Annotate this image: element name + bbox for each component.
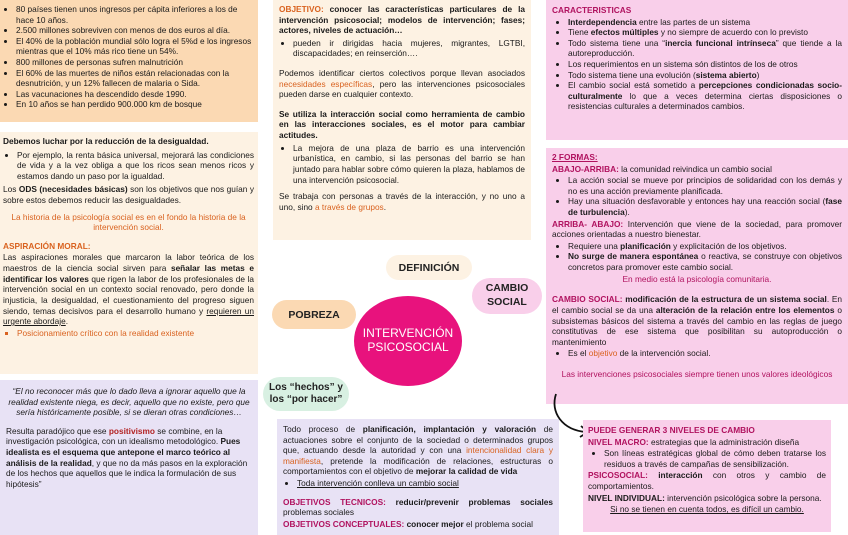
list-item: • 800 millones de personas sufren malnutrición: [16, 57, 252, 68]
list-item: • Son líneas estratégicas global de cómo deben tratarse los residuos a través de campañas de sensibilización.: [604, 448, 826, 469]
niveles-box: [583, 420, 831, 532]
quote-paragraph: Resulta paradójico que ese positivismo se combine, en la investigación psicológica, con un idealismo metodológico. Pues idealista es el esquema que antepone el marco teórico al análisis de la realidad, y que no da más pasos en la exploración de los hechos que aquellos que le indica la formulación de sus hipótesis”: [6, 425, 248, 489]
list-item: ▪ Posicionamiento crítico con la realidad existente: [17, 328, 254, 339]
list-item: • 2.500 millones sobreviven con menos de dos euros al día.: [16, 25, 252, 36]
desigualdad-box: [0, 132, 258, 374]
historia-text: La historia de la psicología social es en el fondo la historia de la intervención social.: [11, 211, 246, 233]
caracteristicas-box: [546, 0, 848, 140]
valores-text: Las intervenciones psicosociales siempre tienen unos valores ideológicos: [561, 368, 833, 379]
quote-box: [0, 380, 258, 535]
list-item: • Es el objetivo de la intervención social.: [568, 348, 842, 359]
list-item: • Las vacunaciones ha descendido desde 1990.: [16, 89, 252, 100]
objetivos-conceptuales: OBJETIVOS CONCEPTUALES: conocer mejor el problema social: [283, 518, 533, 529]
abajo-arriba: ABAJO-ARRIBA: la comunidad reivindica un cambio social: [552, 163, 772, 174]
stats-box: [0, 0, 258, 122]
list-item: • En 10 años se han perdido 900.000 km de bosque: [16, 99, 252, 110]
list-item: • pueden ir dirigidas hacia mujeres, migrantes, LGTBI, discapacidades; en reinserción….: [293, 38, 525, 59]
aspiracion-heading: ASPIRACIÓN MORAL:: [3, 240, 91, 251]
aspiracion-text: Las aspiraciones morales que marcaron la labor teórica de los maestros de la ciencia social sirven para señalar las metas e identificar los valores que rigen la labor de los profesionales de la intervención social en un contexto social renovado, pero donde la injusticia, la desigualdad, el cuestionamiento del progreso siguen siendo, temas decisivos para el desarrollo humano y requieren un urgente abordaje.: [3, 252, 255, 327]
proceso-box: [277, 419, 559, 535]
proceso-text: Todo proceso de planificación, implantación y valoración de actuaciones sobre el conjunto de la sociedad o determinados grupos que, actuando desde la autoridad y con una intencionalidad clara y manifiesta, pretende la modificación de relaciones, estructuras o comportamientos con el objetivo de mejorar la calidad de vida: [283, 424, 553, 477]
list-item: • Tiene efectos múltiples y no siempre de acuerdo con lo previsto: [568, 27, 842, 38]
list-item: • Por ejemplo, la renta básica universal, mejorará las condiciones de vida y a la vez obliga a que los ricos sean menos ricos y estamos dando un paso por la igualdad.: [17, 150, 254, 182]
list-item: • La mejora de una plaza de barrio es una intervención urbanística, en cambio, si las personas del barrio se han juntado para hablar sobre cómo quieren la plaza, hablamos de una intervención psicosocial.: [293, 143, 525, 185]
quote-text: “El no reconocer más que lo dado lleva a ignorar aquello que la realidad existente niega, es decir, aquello que no existe, pero que sería históricamente posible, si se dieran otras condiciones…: [8, 386, 250, 418]
list-item: • El cambio social está sometido a percepciones condicionadas socio-culturalmente lo que a veces determina ciertas disposiciones o resistencias culturales a determinados cambios.: [568, 80, 842, 112]
stats-list: [4, 4, 252, 110]
formas-box: [546, 148, 848, 404]
hechos-label: Los “hechos” y los “por hacer”: [263, 377, 349, 411]
caracteristicas-heading: CARACTERISTICAS: [552, 5, 632, 15]
list-item: • Todo sistema tiene una evolución (sistema abierto): [568, 70, 842, 81]
desigualdad-heading: Debemos luchar por la reducción de la desigualdad.: [3, 136, 209, 146]
list-item: • El 40% de la población mundial sólo logra el 5%d e los ingresos mientras que el 10% más rico tiene un 54%.: [16, 36, 252, 57]
nivel-individual: NIVEL INDIVIDUAL: intervención psicológica sobre la persona.: [588, 492, 822, 503]
niveles-heading: PUEDE GENERAR 3 NIVELES DE CAMBIO: [588, 425, 755, 435]
nivel-psicosocial: PSICOSOCIAL: interacción con otros y cambio de comportamientos.: [588, 470, 826, 492]
list-item: • El 60% de las muertes de niños están relacionadas con la desnutrición, y un 12% fallecen de malaria o Sida.: [16, 68, 252, 89]
list-item: • Hay una situación desfavorable y entonces hay una reacción social (fase de turbulencia).: [568, 196, 842, 217]
niveles-footer: Si no se tienen en cuenta todos, es difícil un cambio.: [610, 504, 804, 515]
definicion-label: DEFINICIÓN: [386, 255, 472, 280]
cambio-social-def: CAMBIO SOCIAL: modificación de la estructura de un sistema social. En el cambio social se da una alteración de la relación entre los elementos o subsistemas básicos del sistema a través del cambio en las reglas de juego constitutivas de ese sistema que posibilitan su autoproducción o mantenimiento: [552, 294, 842, 347]
ods-text: Los ODS (necesidades básicas) son los objetivos que nos guían y sobre estos debemos reducir las desigualdades.: [3, 184, 255, 206]
objetivos-tecnicos: OBJETIVOS TECNICOS: reducir/prevenir problemas sociales problemas sociales: [283, 496, 553, 518]
list-item: • Los requerimientos en un sistema són distintos de los de otros: [568, 59, 842, 70]
pobreza-label: POBREZA: [272, 300, 356, 329]
objetivo-box: [273, 0, 531, 240]
formas-heading: 2 FORMAS:: [552, 152, 598, 162]
arriba-abajo: ARRIBA- ABAJO: Intervención que viene de la sociedad, para promover acciones orientadas a nuestro bienestar.: [552, 218, 842, 240]
intervencion-psicosocial-node: INTERVENCIÓN PSICOSOCIAL: [354, 296, 462, 386]
objetivo-heading: OBJETIVO: conocer las características particulares de la intervención psicosocial; modelos de intervención; fases; actores, niveles de actuación…: [279, 4, 525, 36]
comunitaria-text: En medio está la psicología comunitaria.: [622, 273, 772, 284]
list-item: • Interdependencia entre las partes de un sistema: [568, 17, 842, 28]
list-item: • La acción social se mueve por principios de solidaridad con los demás y no es una acción previamente planificada.: [568, 175, 842, 196]
objetivo-p3: Se utiliza la interacción social como herramienta de cambio en las interacciones sociales, es el motor para cambiar actitudes.: [279, 108, 525, 141]
list-item: • No surge de manera espontánea o reactiva, se construye con objetivos concretos para promover este cambio social.: [568, 251, 842, 272]
cambio-social-label: CAMBIO SOCIAL: [472, 278, 542, 314]
list-item: • 80 países tienen unos ingresos per cápita inferiores a los de hace 10 años.: [16, 4, 252, 25]
nivel-macro: NIVEL MACRO: estrategias que la administración diseña: [588, 436, 800, 447]
list-item: • Requiere una planificación y explicitación de los objetivos.: [568, 241, 842, 252]
objetivo-p4: Se trabaja con personas a través de la interacción, y no uno a uno, sino a través de grupos.: [279, 191, 525, 212]
objetivo-p2: Podemos identificar ciertos colectivos porque llevan asociados necesidades específicas, pero las intervenciones psicosociales pueden darse en cualquier contexto.: [279, 68, 525, 100]
list-item: • Toda intervención conlleva un cambio social: [297, 478, 553, 489]
list-item: • Todo sistema tiene una “inercia funcional intrínseca” que tiende a la autoreproducción.: [568, 38, 842, 59]
